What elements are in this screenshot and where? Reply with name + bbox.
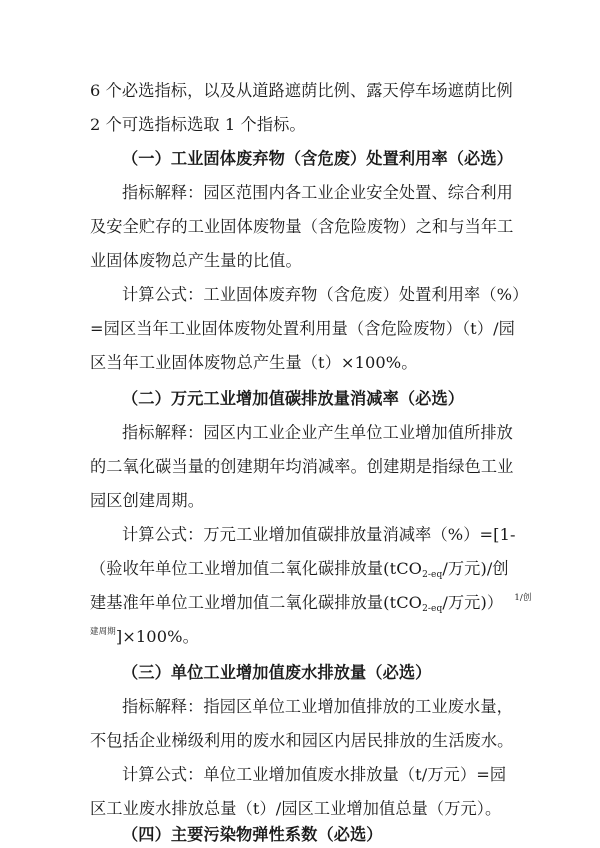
formula-line: [90, 624, 199, 650]
formula-text: ]×100%。: [115, 627, 199, 646]
paragraph-line: 园区创建周期。: [90, 491, 205, 510]
formula-text: （验收年单位工业增加值二氧化碳排放量(tCO: [90, 559, 423, 578]
formula-line: [90, 590, 532, 616]
paragraph-line: 不包括企业梯级利用的废水和园区内居民排放的生活废水。: [90, 731, 514, 750]
paragraph-line: 业固体废物总产生量的比值。: [90, 251, 302, 270]
paragraph-line: 的二氧化碳当量的创建期年均消减率。创建期是指绿色工业: [90, 457, 514, 476]
section-heading-4: （四）主要污染物弹性系数（必选）: [122, 825, 383, 844]
formula-line: [90, 556, 509, 582]
formula-subscript: 2-eq: [422, 604, 443, 614]
formula-line: 计算公式：万元工业增加值碳排放量消减率（%）=[1-: [122, 525, 516, 544]
formula-line: 区当年工业固体废物总产生量（t）×100%。: [90, 353, 418, 372]
formula-text: 建基准年单位工业增加值二氧化碳排放量(tCO: [90, 593, 423, 612]
formula-text: /万元)）: [442, 593, 504, 612]
paragraph-line: 6 个必选指标，以及从道路遮荫比例、露天停车场遮荫比例: [90, 81, 513, 100]
paragraph-line: 指标解释：指园区单位工业增加值排放的工业废水量，: [122, 697, 513, 716]
formula-line: 计算公式：工业固体废弃物（含危废）处置利用率（%）: [122, 285, 529, 304]
formula-line: 计算公式：单位工业增加值废水排放量（t/万元）=园: [122, 765, 507, 784]
formula-text: /万元)/创: [442, 559, 509, 578]
section-heading-2: （二）万元工业增加值碳排放量消减率（必选）: [122, 389, 465, 408]
section-heading-3: （三）单位工业增加值废水排放量（必选）: [122, 663, 432, 682]
section-heading-1: （一）工业固体废弃物（含危废）处置利用率（必选）: [122, 149, 513, 168]
paragraph-line: 及安全贮存的工业固体废物量（含危险废物）之和与当年工: [90, 217, 514, 236]
formula-line: 区工业废水排放总量（t）/园区工业增加值总量（万元）。: [90, 799, 502, 818]
formula-exponent: 建周期: [90, 627, 116, 637]
paragraph-line: 2 个可选指标选取 1 个指标。: [90, 115, 306, 134]
paragraph-line: 指标解释：园区范围内各工业企业安全处置、综合利用: [122, 183, 513, 202]
formula-subscript: 2-eq: [422, 570, 443, 580]
formula-exponent: 1/创: [514, 593, 532, 603]
formula-line: =园区当年工业固体废物处置利用量（含危险废物）（t）/园: [90, 319, 515, 338]
paragraph-line: 指标解释：园区内工业企业产生单位工业增加值所排放: [122, 423, 513, 442]
